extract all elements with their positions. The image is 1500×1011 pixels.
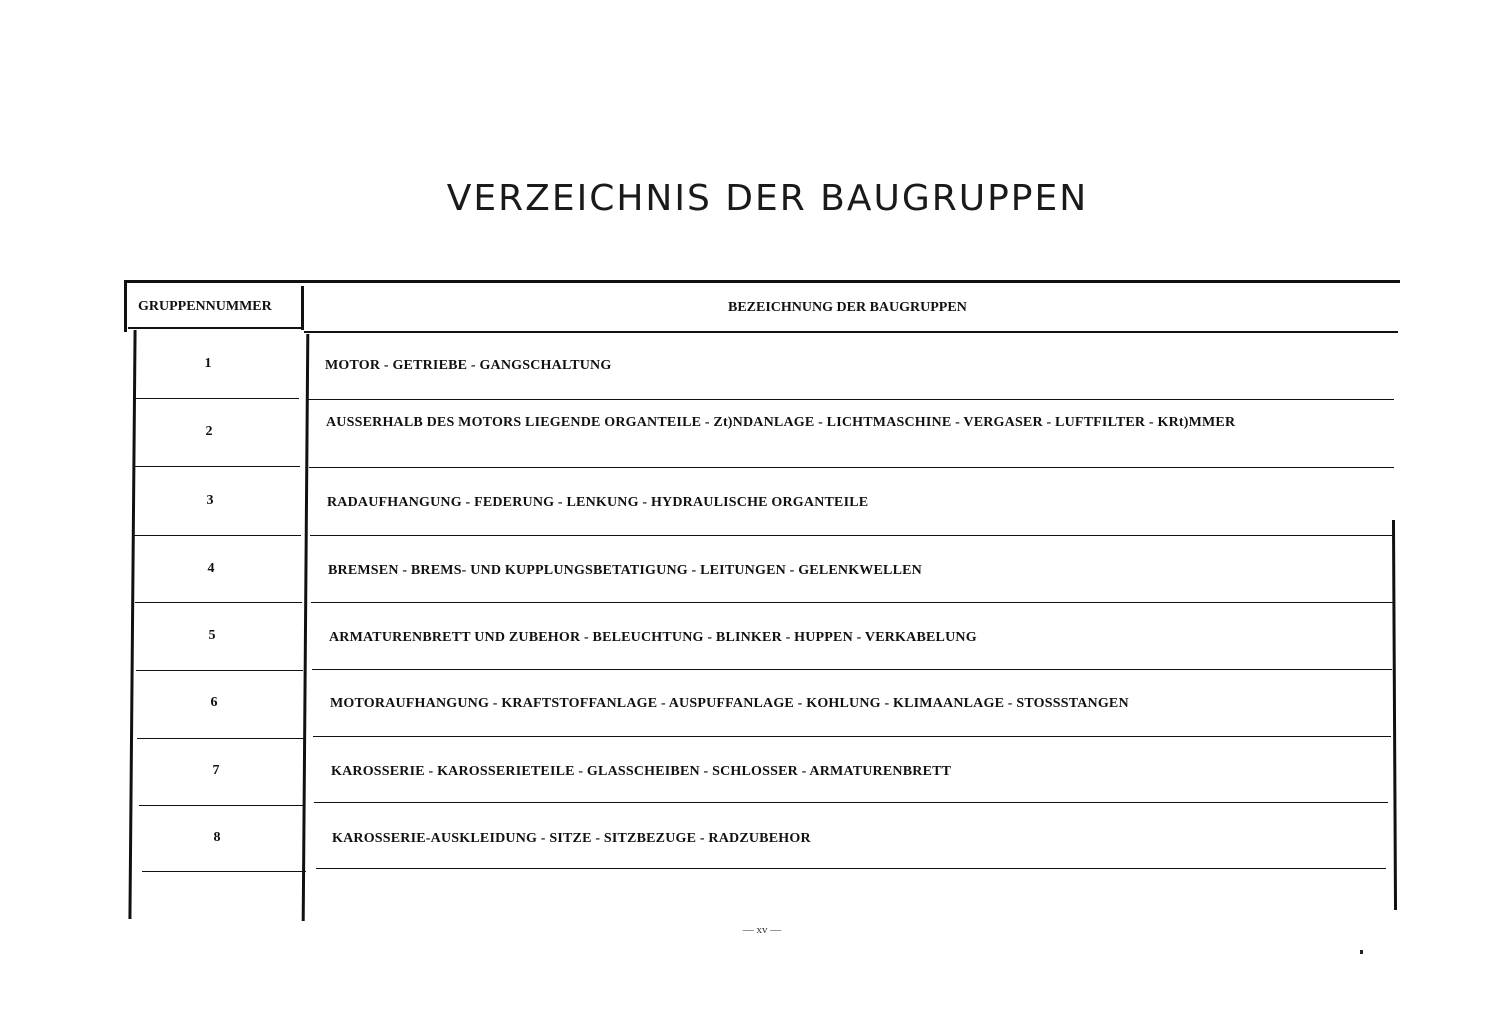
table-row-number: 4	[207, 561, 215, 576]
row-separator-left	[133, 466, 300, 467]
row-separator-right	[314, 802, 1388, 803]
table-left-border-lower	[128, 330, 136, 919]
header-divider-right	[304, 331, 1398, 333]
row-separator-left	[135, 602, 302, 603]
table-row-description: MOTORAUFHANGUNG - KRAFTSTOFFANLAGE - AUSPUFFANLAGE - KOHLUNG - KLIMAANLAGE - STOSSSTANGEN	[330, 696, 1129, 711]
row-separator-left	[136, 670, 303, 671]
table-row-number: 3	[206, 493, 214, 508]
table-row-number: 1	[204, 356, 212, 371]
page-number: — xv —	[742, 924, 782, 936]
row-separator-right	[310, 535, 1394, 536]
table-right-border	[1392, 520, 1397, 910]
column-divider	[302, 334, 310, 921]
row-separator-left	[142, 871, 306, 872]
column-header-number: GRUPPENNUMMER	[138, 299, 272, 314]
header-divider-left	[128, 327, 304, 329]
row-separator-left	[133, 398, 299, 399]
table-row-description: AUSSERHALB DES MOTORS LIEGENDE ORGANTEILE - Zt)NDANLAGE - LICHTMASCHINE - VERGASER - LUFTFILTER - KRt)MMER	[326, 415, 1236, 430]
row-separator-right	[313, 736, 1391, 737]
table-row-number: 5	[208, 628, 216, 643]
table-row-description: KAROSSERIE - KAROSSERIETEILE - GLASSCHEIBEN - SCHLOSSER - ARMATURENBRETT	[331, 764, 952, 779]
table-left-border	[124, 280, 127, 332]
scan-speck	[1360, 950, 1363, 954]
row-separator-right	[316, 868, 1386, 869]
column-header-description: BEZEICHNUNG DER BAUGRUPPEN	[728, 300, 967, 315]
row-separator-left	[139, 805, 305, 806]
table-row-number: 8	[213, 830, 221, 845]
row-separator-right	[308, 399, 1394, 400]
row-separator-right	[311, 602, 1393, 603]
table-row-description: ARMATURENBRETT UND ZUBEHOR - BELEUCHTUNG - BLINKER - HUPPEN - VERKABELUNG	[329, 630, 977, 645]
row-separator-right	[309, 467, 1394, 468]
row-separator-left	[137, 738, 304, 739]
table-row-description: BREMSEN - BREMS- UND KUPPLUNGSBETATIGUNG - LEITUNGEN - GELENKWELLEN	[328, 563, 922, 578]
table-row-description: MOTOR - GETRIEBE - GANGSCHALTUNG	[325, 358, 612, 373]
table-row-number: 7	[212, 763, 220, 778]
page-title: VERZEICHNIS DER BAUGRUPPEN	[446, 178, 1089, 219]
row-separator-left	[134, 535, 301, 536]
table-row-description: RADAUFHANGUNG - FEDERUNG - LENKUNG - HYDRAULISCHE ORGANTEILE	[327, 495, 869, 510]
table-row-number: 6	[210, 695, 218, 710]
table-top-border	[124, 280, 1400, 283]
row-separator-right	[312, 669, 1392, 670]
column-divider-upper	[301, 286, 304, 330]
table-row-number: 2	[205, 424, 213, 439]
table-row-description: KAROSSERIE-AUSKLEIDUNG - SITZE - SITZBEZUGE - RADZUBEHOR	[332, 831, 811, 846]
